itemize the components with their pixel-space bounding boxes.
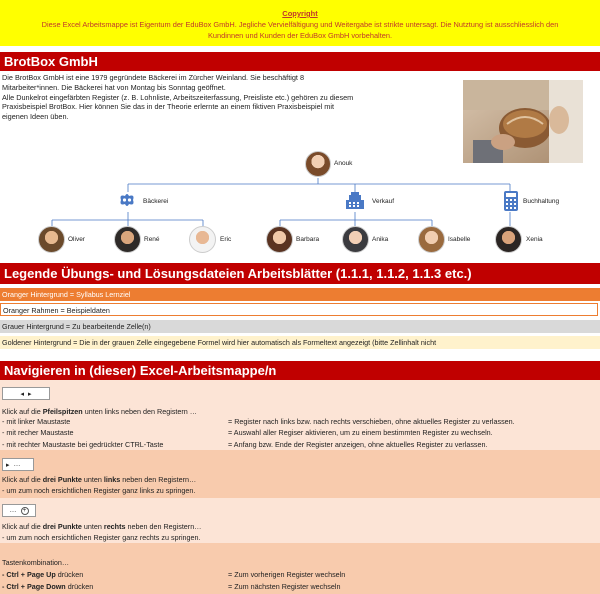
calculator-icon — [500, 190, 522, 212]
avatar-oliver — [38, 226, 65, 253]
avatar-eric — [189, 226, 216, 253]
shortcut-page-up: - Ctrl + Page Up drücken — [2, 570, 84, 579]
arrows-right-click-desc: = Auswahl aller Regiser aktivieren, um zu einem bestimmten Register zu wechseln. — [228, 428, 493, 437]
arrow-right-icon[interactable]: ▸ — [28, 390, 32, 398]
legend-grey-background: Grauer Hintergrund = Zu bearbeitende Zelle(n) — [0, 320, 600, 333]
company-intro — [2, 73, 442, 122]
arrows-ctrl-click: - mit rechter Maustaste bei gedrückter CTRL-Taste — [2, 440, 164, 449]
person-label: René — [144, 236, 160, 243]
person-label: Anouk — [334, 160, 353, 167]
copyright-text: Diese Excel Arbeitsmappe ist Eigentum der EduBox GmbH. Jegliche Vervielfältigung und Weitergabe ist strikte untersagt. Die Nutztung ist ausschliesslich den Kundinnen und Kunden der EduBox GmbH vorbehalten. — [41, 20, 559, 40]
intro-line: Die BrotBox GmbH ist eine 1979 gegründete Bäckerei im Zürcher Weinland. Sie beschäftigt 8 — [2, 73, 305, 82]
sheet-dots-left[interactable] — [2, 458, 34, 471]
dots-icon: … — [13, 461, 21, 468]
arrows-left-click-desc: = Register nach links bzw. nach rechts verschieben, ohne aktuelles Register zu verlassen. — [228, 417, 515, 426]
person-label: Xenia — [526, 236, 543, 243]
shortcut-page-down: - Ctrl + Page Down drücken — [2, 582, 94, 591]
intro-line: Praxisbeispiel BrotBox. Hier können Sie das in der Theorie erlernte an einem fiktiven Praxisbeispiel mit — [2, 102, 335, 112]
shortcut-page-up-desc: = Zum vorherigen Register wechseln — [228, 570, 346, 579]
dots-right-intro: Klick auf die drei Punkte unten rechts neben den Registern… — [2, 522, 202, 531]
arrows-left-click: - mit linker Maustaste — [2, 417, 71, 426]
dots-icon: … — [9, 507, 17, 514]
avatar-anouk — [305, 151, 331, 177]
shortcut-page-down-desc: = Zum nächsten Register wechseln — [228, 582, 341, 591]
person-label: Barbara — [296, 236, 320, 243]
arrows-right-click: - mit recher Maustaste — [2, 428, 74, 437]
nav-title: Navigieren in (dieser) Excel-Arbeitsmappe/n — [4, 363, 277, 378]
sheet-dots-right[interactable] — [2, 504, 36, 517]
person-label: Anika — [372, 236, 389, 243]
dots-left-desc: - um zum noch ersichtlichen Register ganz links zu springen. — [2, 486, 196, 495]
avatar-xenia — [495, 226, 522, 253]
nav-section — [0, 380, 600, 594]
department-label: Verkauf — [372, 198, 395, 205]
dots-left-intro: Klick auf die drei Punkte unten links neben den Registern… — [2, 475, 197, 484]
arrow-right-icon: ▸ — [6, 461, 10, 469]
bakery-icon — [117, 190, 139, 212]
sheet-scroll-arrows[interactable] — [2, 387, 50, 400]
avatar-isabelle — [418, 226, 445, 253]
person-label: Eric — [220, 236, 232, 243]
company-title: BrotBox GmbH — [4, 54, 98, 69]
legend-orange-background: Oranger Hintergrund = Syllabus Lernziel — [0, 288, 600, 301]
person-label: Isabelle — [448, 236, 471, 243]
legend-title: Legende Übungs- und Lösungsdateien Arbeitsblätter (1.1.1, 1.1.2, 1.1.3 etc.) — [4, 266, 472, 281]
shortcuts-heading: Tastenkombination… — [2, 558, 70, 567]
legend-orange-frame: Oranger Rahmen = Beispieldaten — [0, 303, 598, 316]
department-label: Buchhaltung — [523, 198, 560, 205]
avatar-rene — [114, 226, 141, 253]
add-sheet-icon: + — [21, 507, 29, 515]
arrows-ctrl-click-desc: = Anfang bzw. Ende der Register anzeigen, ohne aktuelles Register zu verlassen. — [228, 440, 488, 449]
copyright-banner — [0, 0, 600, 46]
company-title-bar — [0, 52, 600, 71]
avatar-barbara — [266, 226, 293, 253]
intro-line: Mitarbeiter*innen. Die Bäckerei hat von Montag bis Sonntag geöffnet. — [2, 82, 226, 92]
person-label: Oliver — [68, 236, 85, 243]
arrow-left-icon[interactable]: ◂ — [20, 390, 24, 398]
cash-register-icon — [344, 190, 366, 212]
copyright-title: Copyright — [282, 9, 318, 18]
nav-title-bar — [0, 361, 600, 380]
intro-line: Alle Dunkelrot eingefärbten Register (z. B. Lohnliste, Arbeitszeiterfassung, Preisliste etc.) gehören zu diesem — [2, 92, 354, 102]
arrows-intro: Klick auf die Pfeilspitzen unten links neben den Registern … — [2, 407, 197, 416]
avatar-anika — [342, 226, 369, 253]
org-chart — [0, 148, 600, 263]
dots-right-desc: - um zum noch ersichtlichen Register ganz rechts zu springen. — [2, 533, 201, 542]
department-label: Bäckerei — [143, 198, 169, 205]
legend-title-bar — [0, 263, 600, 284]
legend-gold-background: Goldener Hintergrund = Die in der grauen Zelle eingegebene Formel wird hier automatisch als Formeltext angezeigt (bitte Zellinhalt nicht — [0, 336, 600, 349]
intro-line: eigenen Ideen üben. — [2, 112, 69, 122]
